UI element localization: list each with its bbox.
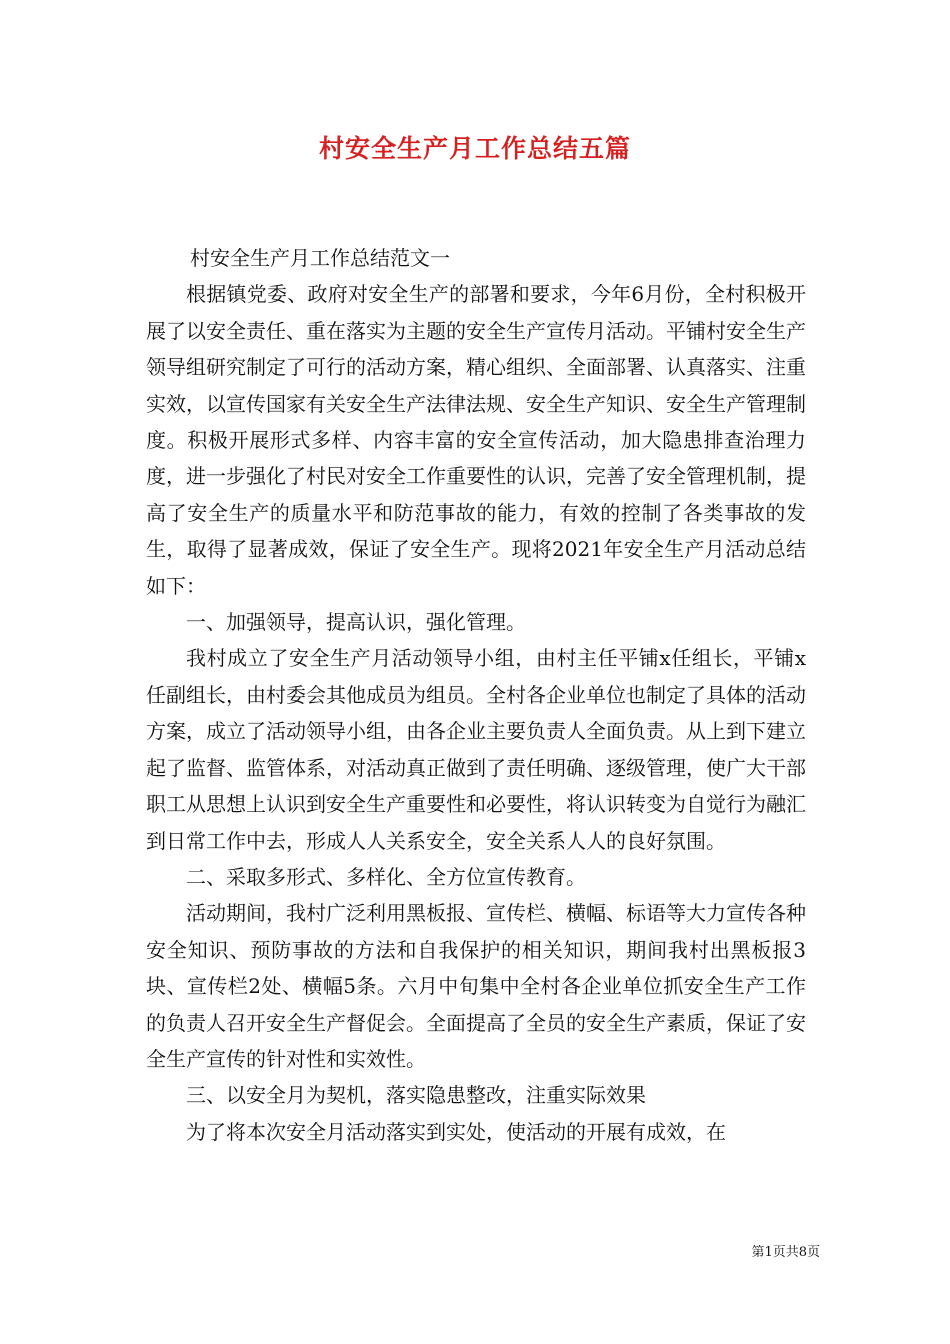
body-paragraph-leadership: 我村成立了安全生产月活动领导小组，由村主任平铺x任组长，平铺x任副组长，由村委会其他成员为组员。全村各企业单位也制定了具体的活动方案，成立了活动领导小组，由各企业主要负责人全面负责。从上到下建立起了监督、监管体系，对活动真正做到了责任明确、逐级管理，使广大干部职工从思想上认识到安全生产重要性和必要性，将认识转变为自觉行为融汇到日常工作中去，形成人人关系安全，安全关系人人的良好氛围。 xyxy=(146,646,806,853)
section-heading-2: 二、采取多形式、多样化、全方位宣传教育。 xyxy=(186,864,586,889)
body-paragraph-intro: 根据镇党委、政府对安全生产的部署和要求，今年6月份，全村积极开展了以安全责任、重在落实为主题的安全生产宣传月活动。平铺村安全生产领导组研究制定了可行的活动方案，精心组织、全面部署、认真落实、注重实效，以宣传国家有关安全生产法律法规、安全生产知识、安全生产管理制度。积极开展形式多样、内容丰富的安全宣传活动，加大隐患排查治理力度，进一步强化了村民对安全工作重要性的认识，完善了安全管理机制，提高了安全生产的质量水平和防范事故的能力，有效的控制了各类事故的发生，取得了显著成效，保证了安全生产。现将2021年安全生产月活动总结如下： xyxy=(146,282,806,598)
section-heading-3: 三、以安全月为契机，落实隐患整改，注重实际效果 xyxy=(186,1083,646,1108)
document-title: 村安全生产月工作总结五篇 xyxy=(318,134,631,163)
page-number-footer: 第1页共8页 xyxy=(751,1245,820,1260)
section-subtitle: 村安全生产月工作总结范文一 xyxy=(190,246,450,270)
section-heading-1: 一、加强领导，提高认识，强化管理。 xyxy=(186,610,526,635)
body-paragraph-hazards: 为了将本次安全月活动落实到实处，使活动的开展有成效，在 xyxy=(186,1119,726,1144)
body-paragraph-publicity: 活动期间，我村广泛利用黑板报、宣传栏、横幅、标语等大力宣传各种安全知识、预防事故的方法和自我保护的相关知识，期间我村出黑板报3块、宣传栏2处、横幅5条。六月中旬集中全村各企业单位抓安全生产工作的负责人召开安全生产督促会。全面提高了全员的安全生产素质，保证了安全生产宣传的针对性和实效性。 xyxy=(146,901,806,1071)
document-body xyxy=(146,240,806,1150)
